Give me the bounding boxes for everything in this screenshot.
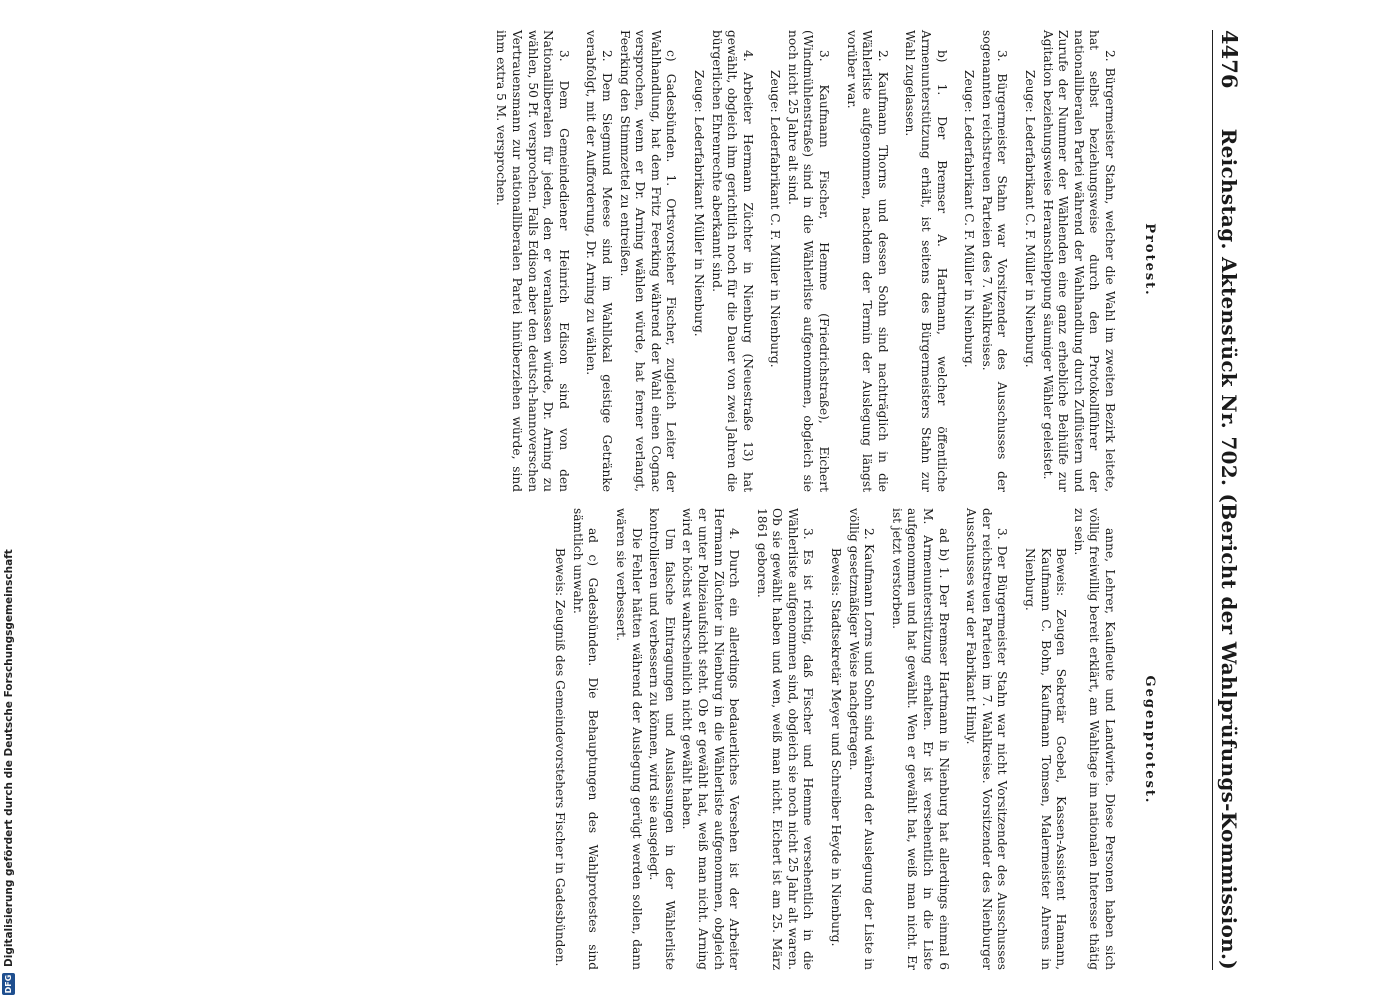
paragraph: 4. Arbeiter Hermann Züchter in Nienburg (Neuestraße 13) hat gewählt, obgleich ihm gerichtlich noch für die Dauer von zwei Jahren die bürgerlichen Ehrenrechte aberkannt sind.	[709, 30, 755, 492]
paragraph: c) Gadesbünden. 1. Ortsvorsteher Fischer, zugleich Leiter der Wahlhandlung, hat dem Fritz Feerking während der Wahl einen Cognac versprochen, wenn er Dr. Arning wählen würde, hat ferner verlangt, Feerking den Stimmzettel zu entreißen.	[617, 30, 678, 492]
paragraph: 2. Bürgermeister Stahn, welcher die Wahl im zweiten Bezirk leitete, hat selbst beziehungsweise durch den Protokollführer der nationalliberalen Partei während der Wahlhandlung durch Zuflüstern und Zurufe der Nummer der Wählenden eine ganz erhebliche Beihülfe zur Agitation beziehungsweise Heranschleppung säumiger Wähler geleistet.	[1040, 30, 1117, 492]
protest-column	[490, 30, 1116, 492]
paragraph: b) 1. Der Bremser A. Hartmann, welcher öffentliche Armenunterstützung erhält, ist seitens des Bürgermeisters Stahn zur Wahl zugelassen.	[902, 30, 949, 492]
paragraph: 3. Kaufmann Fischer, Hemme (Friedrichstraße), Eichert (Windmühlenstraße) sind in die Wählerliste aufgenommen, obgleich sie noch nicht 25 Jahre alt sind.	[785, 30, 831, 492]
paragraph: Zeuge: Lederfabrikant Müller in Nienburg.	[691, 70, 706, 337]
paragraph: ad b) 1. Der Bremser Hartmann in Nienburg hat allerdings einmal 6 M. Armenunterstützung erhalten. Er ist versehentlich in die Liste aufgenommen und hat gewählt. Wen er gewählt hat, weiß man nicht. Er ist jetzt verstorben.	[889, 508, 951, 970]
gegenprotest-heading: Gegenprotest.	[1141, 675, 1157, 805]
paragraph: 3. Der Bürgermeister Stahn war nicht Vorsitzender des Ausschusses der reichstreuen Parteien im 7. Wahlkreise. Vorsitzender des Nienburger Ausschusses war der Fabrikant Himly.	[963, 508, 1009, 970]
paragraph: 3. Bürgermeister Stahn war Vorsitzender des Ausschusses der sogenannten reichstreuen Parteien des 7. Wahlkreises.	[979, 30, 1009, 492]
paragraph: Zeuge: Lederfabrikant C. F. Müller in Nienburg.	[767, 70, 782, 368]
paragraph: 2. Kaufmann Thorns und dessen Sohn sind nachträglich in die Wählerliste aufgenommen, nachdem der Termin der Auslegung längst vorüber war.	[844, 30, 890, 492]
gegenprotest-column	[549, 508, 1116, 970]
credit-text: Digitalisierung gefördert durch die Deutsche Forschungsgemeinschaft	[2, 549, 15, 967]
paragraph: 3. Dem Gemeindediener Heinrich Edison sind von den Nationalliberalen für jeden, den er veranlassen würde, Dr. Arning zu wählen, 50 Pf. versprochen. Falls Edison aber den deutsch-hannoverschen Vertrauensmann zur nationalliberalen Partei hinüberziehen würde, sind ihm extra 5 M. versprochen.	[493, 30, 571, 492]
paragraph: 4. Durch ein allerdings bedauerliches Versehen ist der Arbeiter Hermann Züchter in Nienburg in die Wählerliste aufgenommen, obgleich er unter Polizeiaufsicht steht. Ob er gewählt hat, weiß man nicht. Arning wird er höchst wahrscheinlich nicht gewählt haben.	[679, 508, 741, 970]
paragraph: Um falsche Eintragungen und Auslassungen in der Wählerliste kontrollieren und verbessern zu können, wird sie ausgelegt.	[646, 508, 677, 970]
paragraph: Beweis: Zeugen Sekretär Goebel, Kassen-Assistent Hamann, Kaufmann C. Bohn, Kaufmann Tomsen, Malermeister Ahrens in Nienburg.	[1022, 548, 1068, 970]
page-title: Reichstag. Aktenstück Nr. 702. (Bericht der Wahlprüfungs-Kommission.)	[1216, 128, 1241, 970]
paragraph: 3. Es ist richtig, daß Fischer und Hemme versehentlich in die Wählerliste aufgenommen sind, obgleich sie noch nicht 25 Jahr alt waren. Ob sie gewählt haben und wen, weiß man nicht. Eichert ist am 25. März 1861 geboren.	[754, 508, 815, 970]
page-header	[1212, 30, 1252, 970]
page-number: 4476	[1216, 30, 1242, 89]
paragraph: 2. Kaufmann Lorns und Sohn sind während der Auslegung der Liste in völlig gesetzmäßiger Weise nachgetragen.	[846, 508, 876, 970]
dfg-logo-icon: DFG	[4, 974, 13, 994]
rotated-document-page	[77, 30, 1307, 970]
protest-heading: Protest.	[1141, 223, 1157, 297]
paragraph: Beweis: Zeugniß des Gemeindevorstehers Fischer in Gadesbünden.	[552, 548, 567, 967]
paragraph: ad c) Gadesbünden. Die Behauptungen des Wahlprotestes sind sämtlich unwahr.	[570, 508, 600, 970]
dfg-credit	[2, 549, 15, 995]
paragraph: Zeuge: Lederfabrikant C. F. Müller in Nienburg.	[961, 70, 976, 368]
paragraph: Beweis: Stadtsekretär Meyer und Schreiber Heyde in Nienburg.	[828, 548, 843, 947]
paragraph: anne, Lehrer, Kaufleute und Landwirte. Diese Personen haben sich völlig freiwillig bereit erklärt, am Wahltage im nationalen Interesse thätig zu sein.	[1071, 508, 1117, 970]
paragraph: Zeuge: Lederfabrikant C. F. Müller in Nienburg.	[1022, 70, 1037, 368]
paragraph: Die Fehler hätten während der Auslegung gerügt werden sollen, dann wären sie verbessert.	[613, 508, 644, 970]
paragraph: 2. Dem Siegmund Meese sind im Wahllokal geistige Getränke verabfolgt, mit der Aufforderung, Dr. Arning zu wählen.	[583, 30, 614, 492]
